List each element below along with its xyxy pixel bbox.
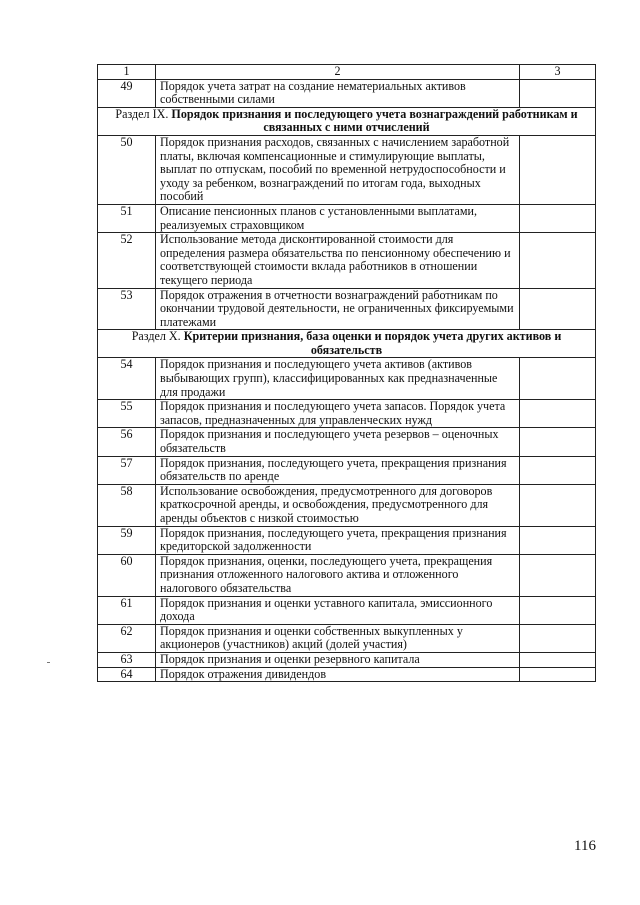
- row-number: 54: [98, 358, 156, 400]
- row-number: 55: [98, 400, 156, 428]
- table-row: [98, 288, 596, 330]
- table-row: [98, 652, 596, 667]
- page-number: 116: [574, 838, 596, 854]
- row-description: Порядок признания и оценки уставного капитала, эмиссионного дохода: [156, 596, 520, 624]
- table-row: [98, 624, 596, 652]
- row-description: Порядок признания и последующего учета резервов – оценочных обязательств: [156, 428, 520, 456]
- section-heading: [98, 330, 596, 358]
- row-value-cell: [520, 596, 596, 624]
- row-description: Порядок отражения дивидендов: [156, 667, 520, 682]
- table-row: [98, 400, 596, 428]
- row-description: Использование метода дисконтированной стоимости для определения размера обязательства по пенсионному обеспечению и соответствующей стоимости вклада работников в отношении текущего периода: [156, 233, 520, 288]
- row-value-cell: [520, 624, 596, 652]
- row-value-cell: [520, 667, 596, 682]
- row-value-cell: [520, 484, 596, 526]
- row-value-cell: [520, 526, 596, 554]
- header-col-3: 3: [520, 65, 596, 80]
- table-row: [98, 456, 596, 484]
- row-value-cell: [520, 233, 596, 288]
- table-row: [98, 135, 596, 204]
- row-value-cell: [520, 204, 596, 232]
- section-label: Раздел IX.: [115, 106, 169, 121]
- row-description: Порядок признания и последующего учета активов (активов выбывающих групп), классифицированных как предназначенные для продажи: [156, 358, 520, 400]
- table-row: [98, 667, 596, 682]
- row-value-cell: [520, 358, 596, 400]
- margin-mark: [47, 662, 50, 663]
- row-description: Порядок признания, оценки, последующего учета, прекращения признания отложенного налогового актива и отложенного налогового обязательства: [156, 554, 520, 596]
- row-number: 58: [98, 484, 156, 526]
- row-value-cell: [520, 652, 596, 667]
- row-number: 60: [98, 554, 156, 596]
- table-row: [98, 358, 596, 400]
- row-number: 51: [98, 204, 156, 232]
- row-value-cell: [520, 135, 596, 204]
- row-description: Порядок признания и оценки резервного капитала: [156, 652, 520, 667]
- header-col-1: 1: [98, 65, 156, 80]
- table-row: [98, 526, 596, 554]
- row-description: Использование освобождения, предусмотренного для договоров краткосрочной аренды, и освобождения, предусмотренного для аренды объектов с низкой стоимостью: [156, 484, 520, 526]
- row-number: 56: [98, 428, 156, 456]
- section-header-row: [98, 107, 596, 135]
- row-number: 53: [98, 288, 156, 330]
- section-header-row: [98, 330, 596, 358]
- row-number: 57: [98, 456, 156, 484]
- table-row: [98, 554, 596, 596]
- row-number: 52: [98, 233, 156, 288]
- row-description: Порядок признания и последующего учета запасов. Порядок учета запасов, предназначенных для управленческих нужд: [156, 400, 520, 428]
- table-row: [98, 204, 596, 232]
- policy-table: [97, 64, 596, 682]
- row-description: Порядок учета затрат на создание нематериальных активов собственными силами: [156, 79, 520, 107]
- row-description: Описание пенсионных планов с установленными выплатами, реализуемых страховщиком: [156, 204, 520, 232]
- section-title: Критерии признания, база оценки и порядок учета других активов и обязательств: [183, 329, 562, 357]
- row-description: Порядок признания и оценки собственных выкупленных у акционеров (участников) акций (долей участия): [156, 624, 520, 652]
- row-number: 63: [98, 652, 156, 667]
- row-value-cell: [520, 288, 596, 330]
- table-row: [98, 596, 596, 624]
- row-description: Порядок признания, последующего учета, прекращения признания обязательств по аренде: [156, 456, 520, 484]
- table-body: [98, 79, 596, 682]
- row-number: 61: [98, 596, 156, 624]
- row-value-cell: [520, 554, 596, 596]
- row-value-cell: [520, 79, 596, 107]
- row-number: 64: [98, 667, 156, 682]
- table-header-row: [98, 65, 596, 80]
- row-description: Порядок признания расходов, связанных с начислением заработной платы, включая компенсационные и стимулирующие выплаты, выплат по отпускам, пособий по временной нетрудоспособности и уходу за ребенком, вознаграждений по итогам года, выходных пособий: [156, 135, 520, 204]
- row-description: Порядок признания, последующего учета, прекращения признания кредиторской задолженности: [156, 526, 520, 554]
- row-number: 59: [98, 526, 156, 554]
- row-number: 49: [98, 79, 156, 107]
- table-row: [98, 233, 596, 288]
- table-row: [98, 79, 596, 107]
- row-description: Порядок отражения в отчетности вознаграждений работникам по окончании трудовой деятельности, не ограниченных фиксируемыми платежами: [156, 288, 520, 330]
- table-row: [98, 428, 596, 456]
- section-title: Порядок признания и последующего учета вознаграждений работникам и связанных с ними отчислений: [171, 106, 578, 135]
- row-number: 50: [98, 135, 156, 204]
- row-value-cell: [520, 400, 596, 428]
- row-number: 62: [98, 624, 156, 652]
- section-label: Раздел X.: [131, 329, 181, 344]
- header-col-2: 2: [156, 65, 520, 80]
- row-value-cell: [520, 456, 596, 484]
- row-value-cell: [520, 428, 596, 456]
- section-heading: [98, 107, 596, 135]
- table-row: [98, 484, 596, 526]
